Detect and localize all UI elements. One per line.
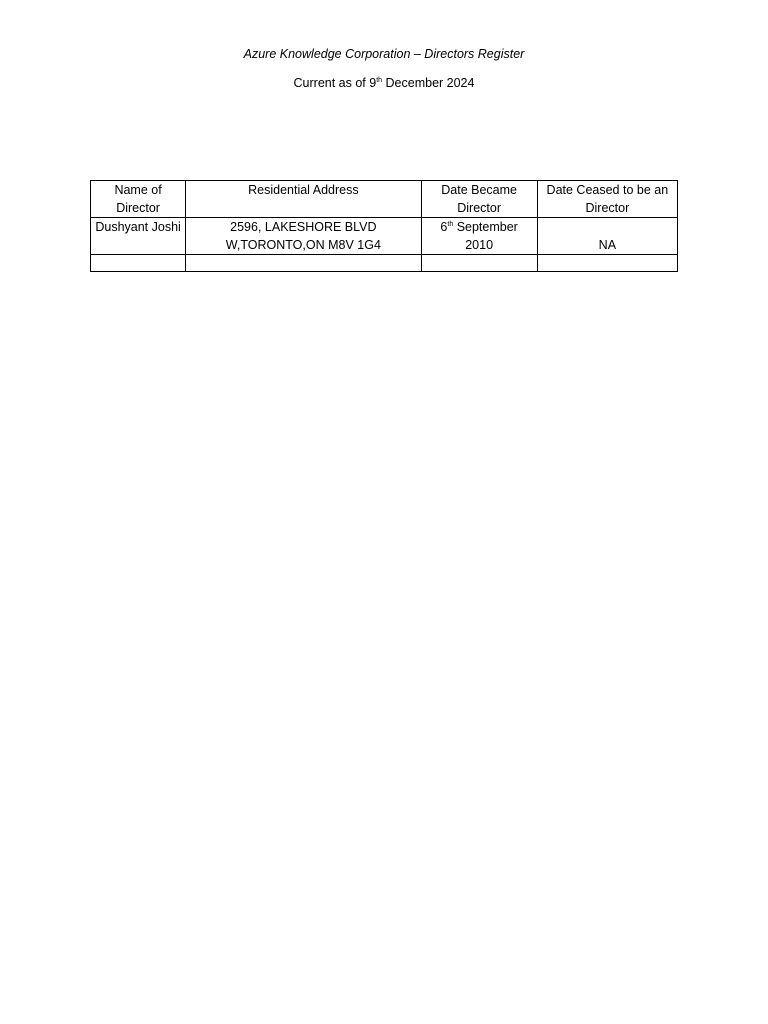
residential-address-cell xyxy=(186,255,421,272)
page-title: Azure Knowledge Corporation – Directors Register xyxy=(243,47,525,61)
date-became-cell xyxy=(421,255,537,272)
date-became-ordinal-suffix: th xyxy=(447,220,454,228)
director-name-cell: Dushyant Joshi xyxy=(91,218,186,255)
date-ceased-cell: NA xyxy=(537,218,677,255)
subtitle-prefix: Current as of 9 xyxy=(293,76,377,90)
table-row xyxy=(91,255,678,272)
table-header-row xyxy=(91,181,678,218)
directors-register-table xyxy=(90,180,678,272)
date-became-month-year: September 2010 xyxy=(453,220,518,252)
date-ceased-cell xyxy=(537,255,677,272)
subtitle-ordinal-suffix: th xyxy=(376,76,383,84)
subtitle-suffix: December 2024 xyxy=(382,76,475,90)
column-header-address: Residential Address xyxy=(186,181,421,218)
date-became-day: 6 xyxy=(440,220,448,234)
director-name-cell xyxy=(91,255,186,272)
page-subtitle xyxy=(0,74,768,92)
column-header-name: Name of Director xyxy=(91,181,186,218)
residential-address-cell: 2596, LAKESHORE BLVD W,TORONTO,ON M8V 1G4 xyxy=(186,218,421,255)
table-row xyxy=(91,218,678,255)
column-header-date-became: Date Became Director xyxy=(421,181,537,218)
column-header-date-ceased: Date Ceased to be an Director xyxy=(537,181,677,218)
date-became-cell xyxy=(421,218,537,255)
